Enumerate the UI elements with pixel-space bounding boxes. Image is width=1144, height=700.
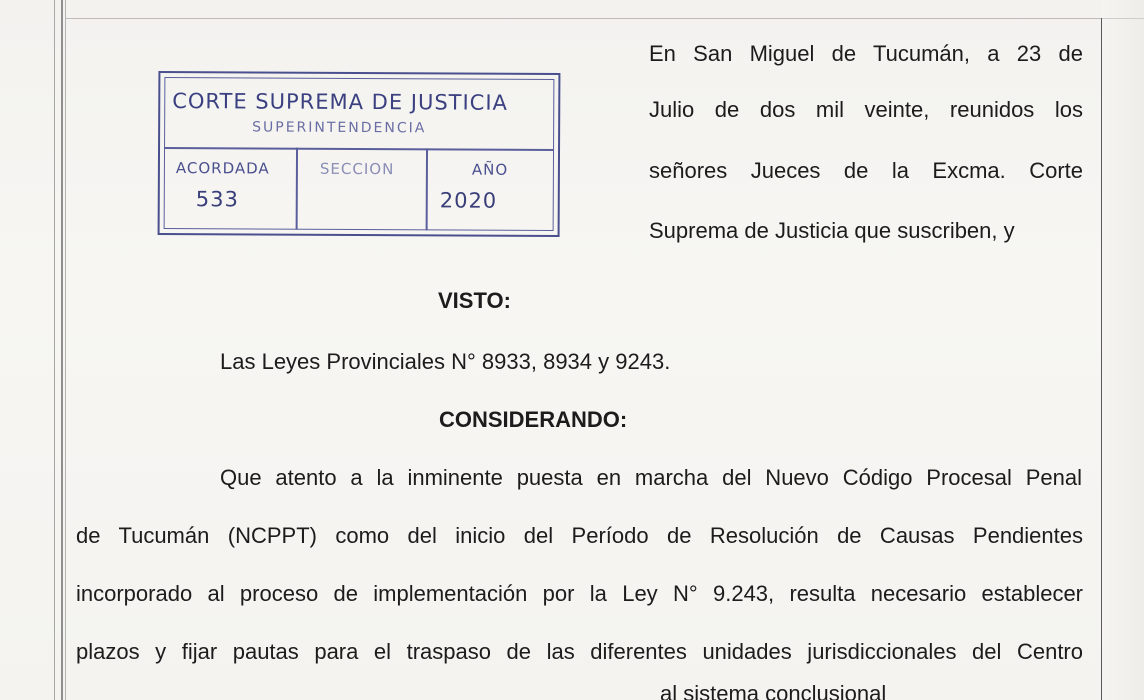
considerando-line: incorporado al proceso de implementación por la Ley N° 9.243, resulta necesario establecer [76, 581, 1083, 606]
visto-text: Las Leyes Provinciales N° 8933, 8934 y 9243. [220, 349, 671, 374]
intro-line: En San Miguel de Tucumán, a 23 de [649, 41, 1083, 66]
intro-line: señores Jueces de la Excma. Corte [649, 158, 1083, 183]
intro-line: Julio de dos mil veinte, reunidos los [649, 97, 1083, 122]
heading-visto: VISTO: [438, 288, 511, 313]
cut-off-line-text: al sistema conclusional [660, 685, 887, 700]
top-rule [1102, 18, 1144, 19]
considerando-line: de Tucumán (NCPPT) como del inicio del Período de Resolución de Causas Pendientes [76, 523, 1083, 548]
stamp-subtitle: SUPERINTENDENCIA [252, 119, 427, 137]
margin-rule [61, 0, 63, 700]
stamp-label-anio: AÑO [471, 160, 509, 179]
intro-line: Suprema de Justicia que suscriben, y [649, 218, 1015, 243]
page-edge [1102, 0, 1144, 700]
considerando-line: plazos y fijar pautas para el traspaso de las diferentes unidades jurisdiccionales del Centro [76, 639, 1083, 664]
heading-considerando: CONSIDERANDO: [439, 407, 628, 432]
cut-off-line [660, 685, 1020, 700]
margin-rule [65, 0, 66, 700]
top-rule [66, 18, 1102, 19]
considerando-line: Que atento a la inminente puesta en marcha del Nuevo Código Procesal Penal [220, 465, 1082, 490]
stamp-value-acordada: 533 [195, 187, 239, 212]
stamp-value-anio: 2020 [439, 188, 498, 213]
stamp-label-seccion: SECCION [319, 159, 395, 179]
margin-rule [54, 0, 55, 700]
stamp-label-acordada: ACORDADA [175, 159, 270, 178]
court-stamp [158, 71, 563, 239]
stamp-title: CORTE SUPREMA DE JUSTICIA [172, 89, 509, 115]
right-margin-rule [1101, 18, 1102, 700]
